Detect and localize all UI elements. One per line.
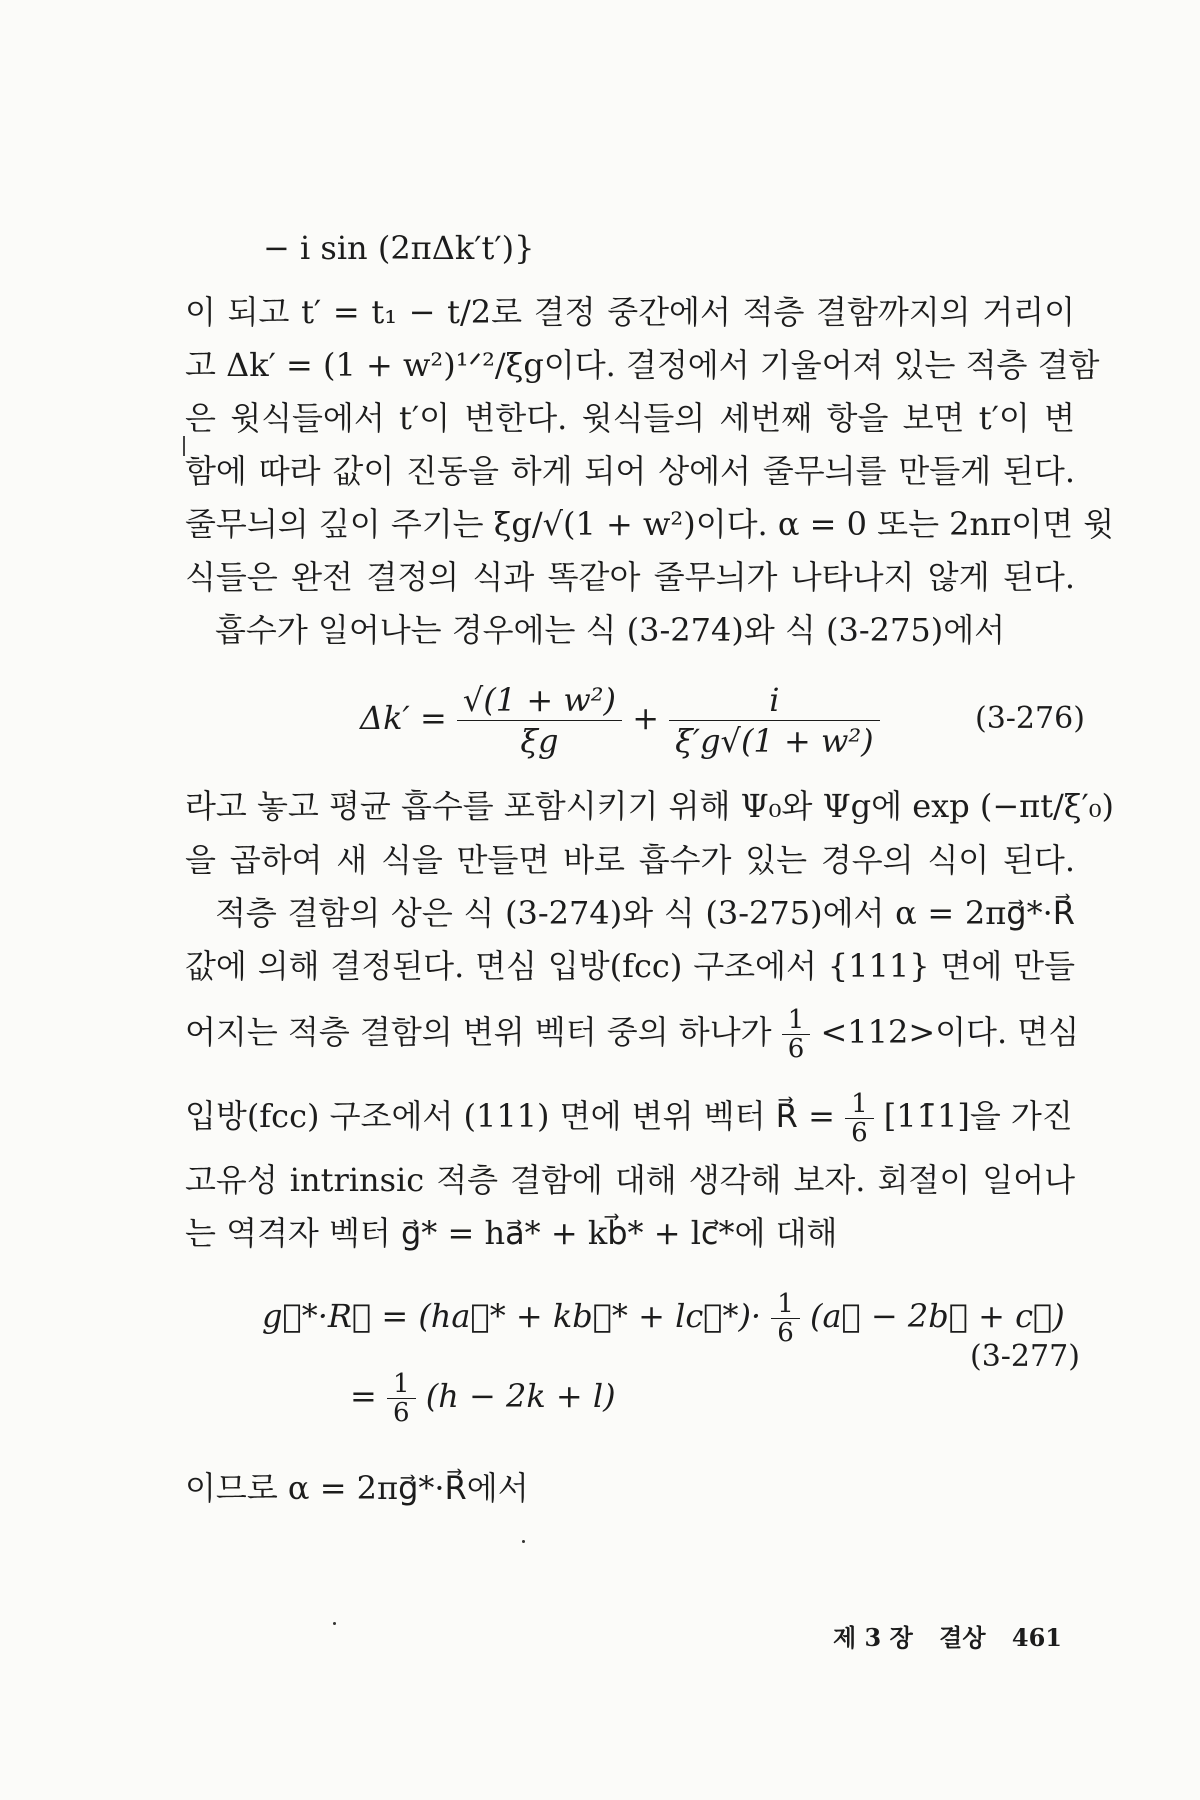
body-line: 고유성 intrinsic 적층 결함에 대해 생각해 보자. 회절이 일어나: [185, 1161, 1075, 1199]
body-line: 은 윗식들에서 t′이 변한다. 윗식들의 세번째 항을 보면 t′이 변: [185, 399, 1075, 437]
inline-fraction: [845, 1090, 874, 1147]
body-line: 는 역격자 벡터 g⃗* = ha⃗* + kb⃗* + lc⃗*에 대해: [185, 1214, 838, 1252]
scan-dot: [522, 1540, 525, 1543]
body-line: 이므로 α = 2πg⃗*·R⃗에서: [185, 1469, 529, 1507]
eq-fraction: [387, 1370, 416, 1427]
fraction-numerator: 1: [845, 1090, 874, 1119]
fraction-numerator: 1: [782, 1006, 811, 1035]
equation-3-277-line2: [350, 1370, 616, 1427]
scan-dot: [333, 1622, 336, 1625]
fraction-denominator: 6: [787, 1034, 805, 1064]
eq-fraction: [771, 1290, 800, 1347]
eq-denominator: ξg: [520, 722, 559, 760]
eq-operator: +: [632, 699, 659, 737]
fraction-denominator: 6: [851, 1118, 868, 1148]
eq-lhs: Δk′ =: [360, 699, 447, 737]
body-line: 이 되고 t′ = t₁ − t/2로 결정 중간에서 적층 결함까지의 거리이: [185, 293, 1075, 331]
body-line: 을 곱하여 새 식을 만들면 바로 흡수가 있는 경우의 식이 된다.: [185, 841, 1075, 879]
body-line: 식들은 완전 결정의 식과 똑같아 줄무늬가 나타나지 않게 된다.: [185, 558, 1075, 596]
body-line: 고 Δk′ = (1 + w²)¹ᐟ²/ξg이다. 결정에서 기울어져 있는 적층 결함: [185, 346, 1100, 384]
eq-rhs: (h − 2k + l): [425, 1377, 616, 1415]
text-segment: 입방(fcc) 구조에서 (111) 면에 변위 벡터 R⃗ =: [185, 1097, 835, 1135]
footer-section: 결상: [939, 1623, 986, 1652]
footer-chapter: 제 3 장: [833, 1623, 913, 1652]
page-number: 461: [1011, 1623, 1062, 1652]
eq-rhs: (a⃗ − 2b⃗ + c⃗): [809, 1297, 1065, 1335]
page-footer: [815, 1618, 1062, 1653]
eq-numerator: 1: [771, 1290, 800, 1319]
eq-fraction: [457, 680, 622, 761]
body-line: 적층 결함의 상은 식 (3-274)와 식 (3-275)에서 α = 2πg⃗*·R⃗: [215, 894, 1075, 932]
body-line: 줄무늬의 깊이 주기는 ξg/√(1 + w²)이다. α = 0 또는 2nπ이면 윗: [185, 505, 1115, 543]
eq-denominator: 6: [777, 1318, 794, 1348]
eq-numerator: 1: [387, 1370, 416, 1399]
body-line-with-fraction: [185, 1005, 1080, 1064]
eq-fraction: [669, 680, 879, 761]
scan-mark: [183, 436, 185, 456]
body-line: 라고 놓고 평균 흡수를 포함시키기 위해 Ψ₀와 Ψg에 exp (−πt/ξ′₀): [185, 787, 1115, 825]
equation-number: (3-277): [970, 1339, 1080, 1374]
eq-denominator: 6: [392, 1398, 410, 1428]
inline-fraction: [782, 1006, 811, 1063]
text-segment: [11̄1]을 가진: [883, 1097, 1073, 1135]
equation-continuation: − i sin (2πΔk′t′)}: [263, 229, 535, 267]
equation-3-277-line1: [262, 1290, 1065, 1347]
eq-lhs: g⃗*·R⃗ = (ha⃗* + kb⃗* + lc⃗*)·: [262, 1297, 762, 1335]
equation-number: (3-276): [975, 701, 1085, 736]
eq-numerator: √(1 + w²): [457, 680, 622, 721]
text-segment: 어지는 적층 결함의 변위 벡터 중의 하나가: [185, 1013, 772, 1051]
eq-lhs: =: [350, 1377, 377, 1415]
eq-numerator: i: [669, 680, 879, 721]
text-segment: <112>이다. 면심: [820, 1013, 1080, 1051]
body-line: 흡수가 일어나는 경우에는 식 (3-274)와 식 (3-275)에서: [215, 611, 1006, 649]
body-line: 값에 의해 결정된다. 면심 입방(fcc) 구조에서 {111} 면에 만들: [185, 947, 1075, 985]
body-line-with-fraction: [185, 1090, 1075, 1147]
body-line: 함에 따라 값이 진동을 하게 되어 상에서 줄무늬를 만들게 된다.: [185, 452, 1075, 490]
equation-3-276: [360, 680, 880, 761]
eq-denominator: ξ′g√(1 + w²): [675, 722, 874, 760]
